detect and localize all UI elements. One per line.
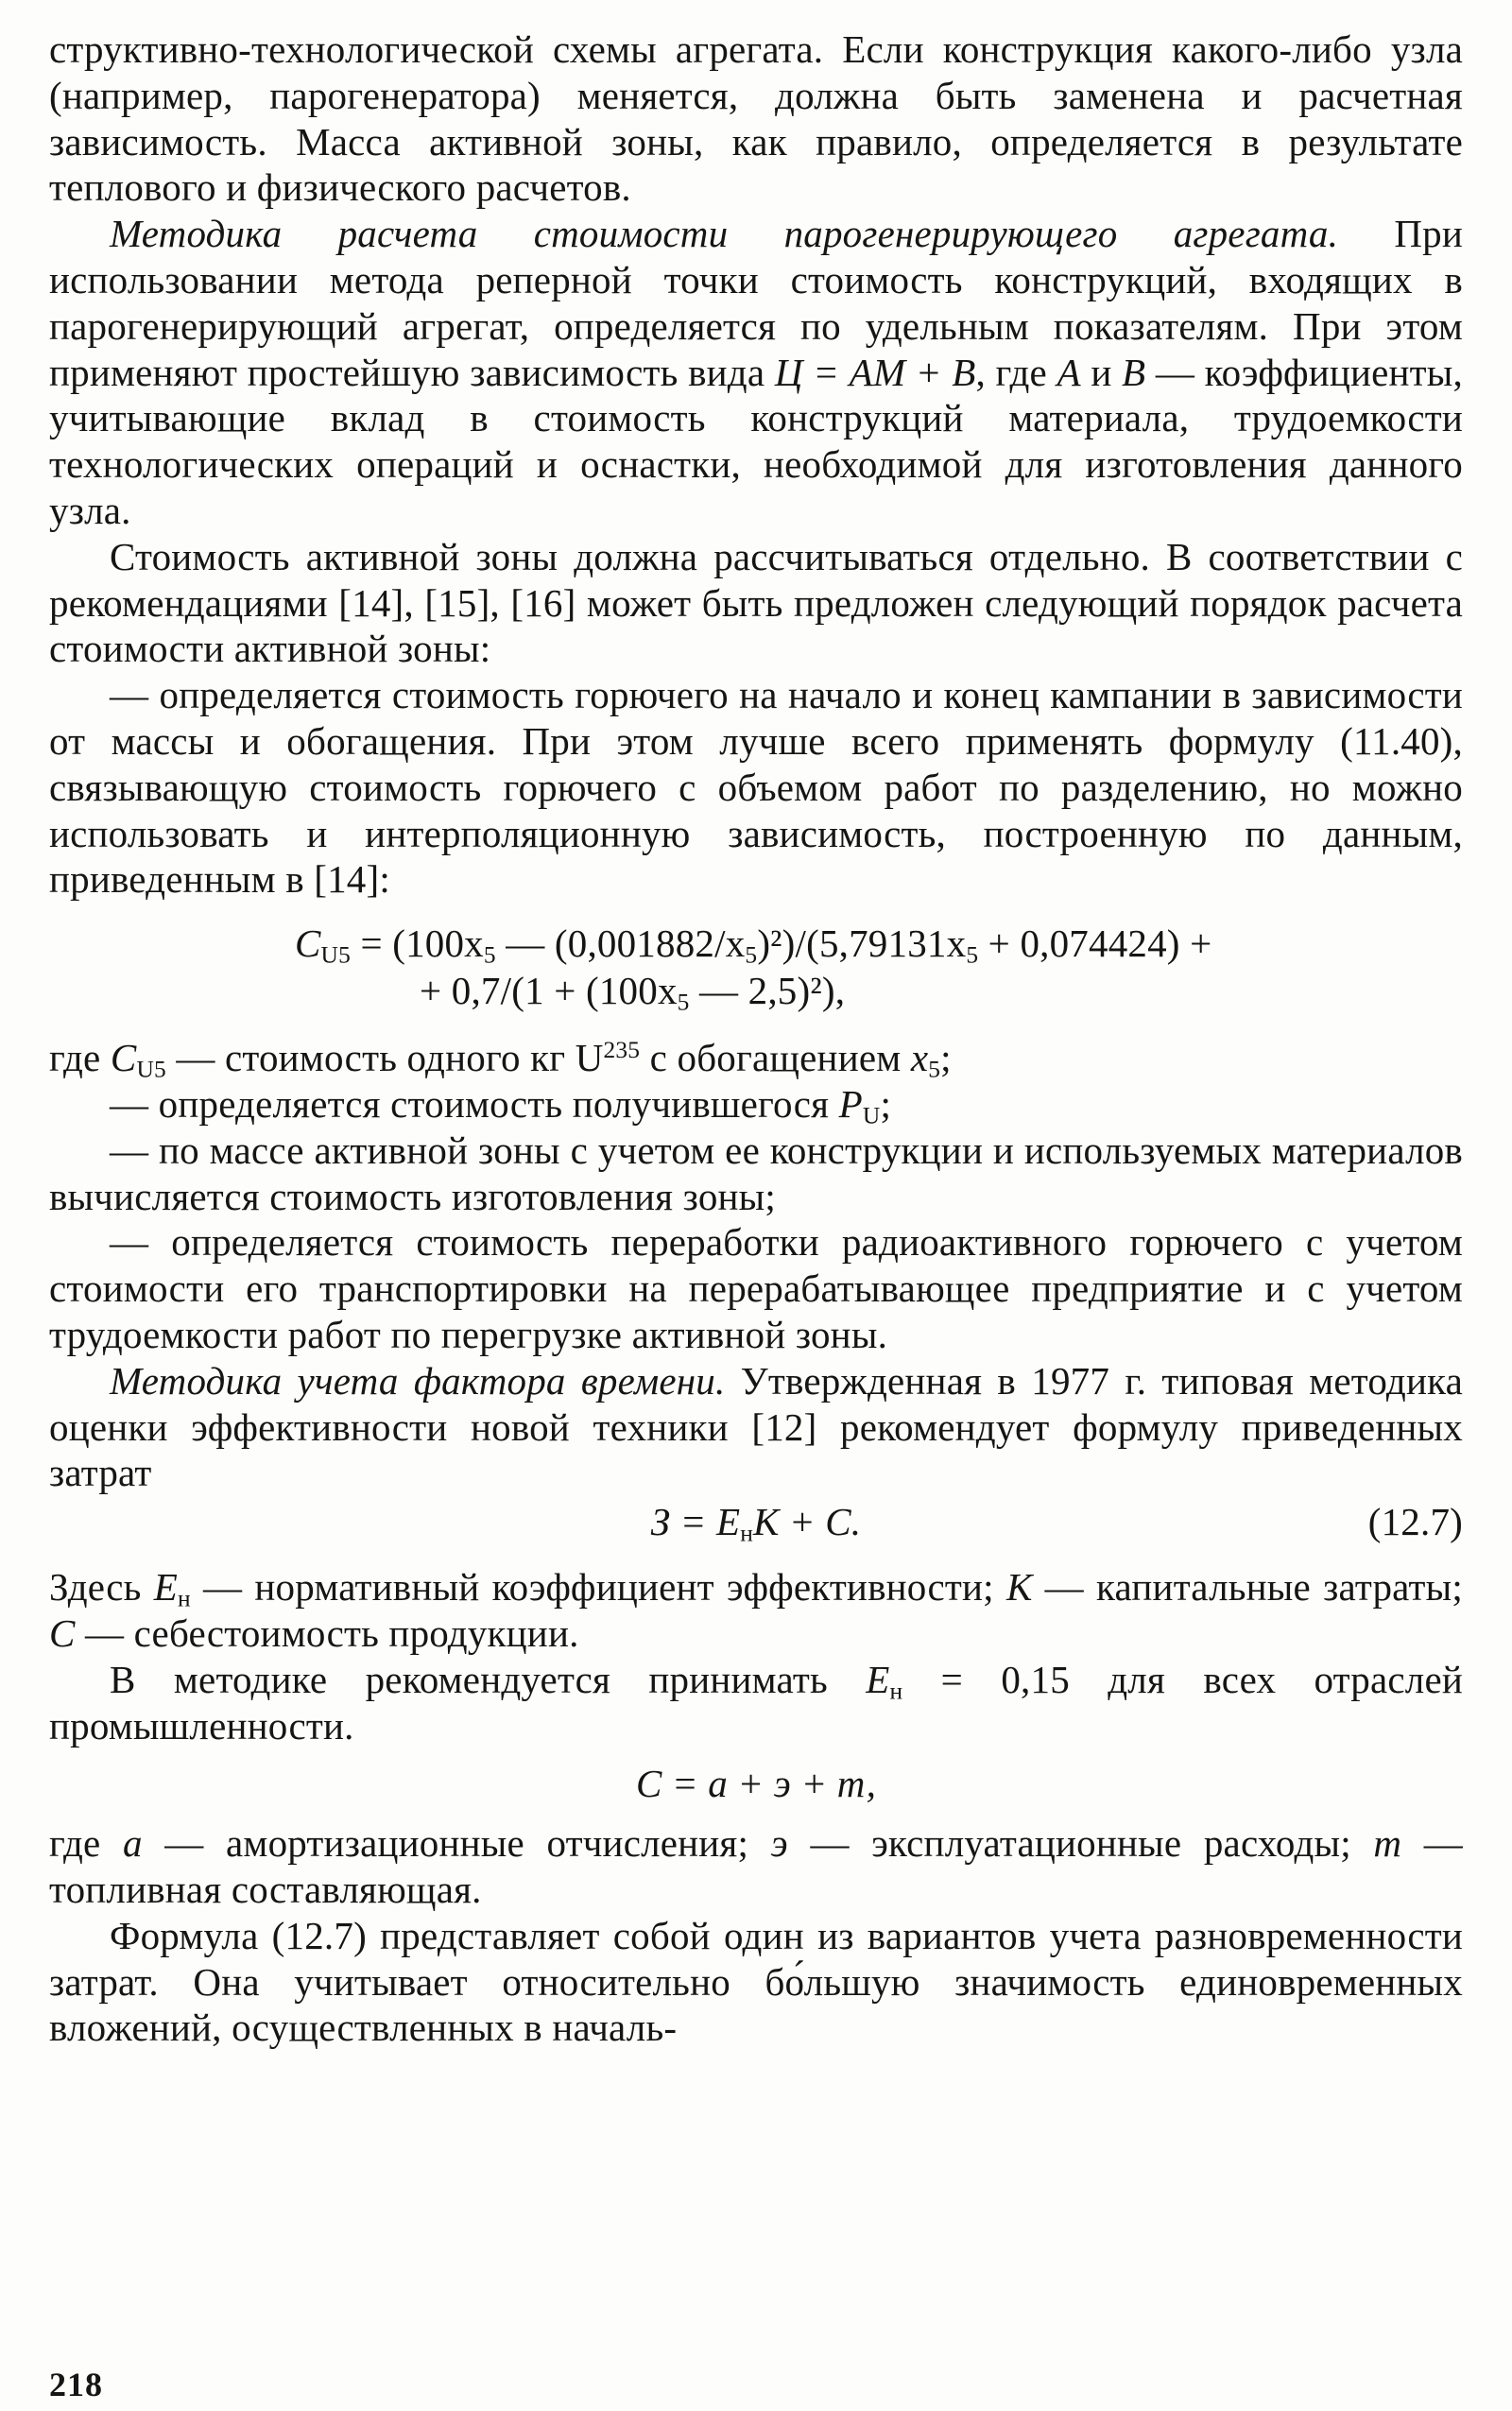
formula-explanation: где $C_{U5}$ — стоимость одного кг $U^{235}$ с обогащением $x_5$;: [49, 1036, 952, 1083]
paragraph-formula-discussion: Формула (12.7) представляет собой один из вариантов учета разновременности затрат. Она учитывает относительно бо́льшую значимость единовременных вложений, осуществленных в началь-: [49, 1913, 1463, 2050]
paragraph-coefficient: В методике рекомендуется принимать $Е_н = 0,15$ для всех отраслей промышленности.: [49, 1657, 1463, 1748]
equation-cost-components: С = а + э + т,: [635, 1762, 877, 1806]
paragraph-definitions: Здесь $Е_н$ — нормативный коэффициент эффективности; К — капитальные затраты; С — себестоимость продукции.: [49, 1565, 1463, 1655]
list-item-manufacturing-cost: — по массе активной зоны с учетом ее конструкции и используемых материалов вычисляется стоимость изготовления зоны;: [49, 1128, 1463, 1218]
paragraph-cost-components: где а — амортизационные отчисления; э — эксплуатационные расходы; т — топливная составляющая.: [49, 1821, 1463, 1912]
list-item-plutonium-cost: — определяется стоимость получившегося $P_U$;: [110, 1081, 892, 1129]
paragraph-continuation: структивно-технологической схемы агрегата. Если конструкция какого-либо узла (например, парогенератора) меняется, должна быть заменена и расчетная зависимость. Масса активной зоны, как правило, определяется в результате теплового и физического расчетов.: [49, 27, 1463, 210]
page-number: 218: [49, 2366, 103, 2403]
paragraph-core-cost: Стоимость активной зоны должна рассчитываться отдельно. В соответствии с рекомендациями [14], [15], [16] может быть предложен следующий порядок расчета стоимости активной зоны:: [49, 534, 1463, 671]
formula-line-2: + $0,7/(1 + (100x_5$ — 2,5)²),: [420, 969, 846, 1016]
paragraph-steam-generator-method: Методика расчета стоимости парогенерирующего агрегата. При использовании метода реперной точки стоимость конструкций, входящих в парогенерирующий агрегат, определяется по удельным показателям. При этом применяют простейшую зависимость вида Ц = АМ + В, где А и В — коэффициенты, учитывающие вклад в стоимость конструкций материала, трудоемкости технологических операций и оснастки, необходимой для изготовления данного узла.: [49, 212, 1463, 532]
paragraph-time-factor: Методика учета фактора времени. Утвержденная в 1977 г. типовая методика оценки эффективности новой техники [12] рекомендует формулу приведенных затрат: [49, 1358, 1464, 1495]
equation-12-7: $З = Е_нК + С$. (12.7): [650, 1500, 1463, 1547]
inline-formula-cost: Ц = АМ + В: [774, 350, 976, 394]
section-heading-cost-method: Методика расчета стоимости парогенерирующего агрегата.: [110, 212, 1339, 256]
equation-number: (12.7): [1367, 1500, 1463, 1544]
list-item-fuel-cost: — определяется стоимость горючего на начало и конец кампании в зависимости от массы и обогащения. При этом лучше всего применять формулу (11.40), связывающую стоимость горючего с объемом работ по разделению, но можно использовать и интерполяционную зависимость, построенную по данным, приведенным в [14]:: [49, 673, 1463, 902]
body-text: [49, 26, 1463, 2051]
formula-uranium-cost: [49, 920, 1463, 1014]
section-heading-time-factor: Методика учета фактора времени.: [110, 1358, 726, 1403]
formula-line-1: $C_{U5} = (100x_5$ — $(0,001882/x_5)^2)/(5,79131x_5 + 0,074424)$ +: [295, 921, 1212, 969]
list-item-reprocessing-cost: — определяется стоимость переработки радиоактивного горючего с учетом стоимости его транспортировки на перерабатывающее предприятие и с учетом трудоемкости работ по перегрузке активной зоны.: [49, 1220, 1463, 1356]
